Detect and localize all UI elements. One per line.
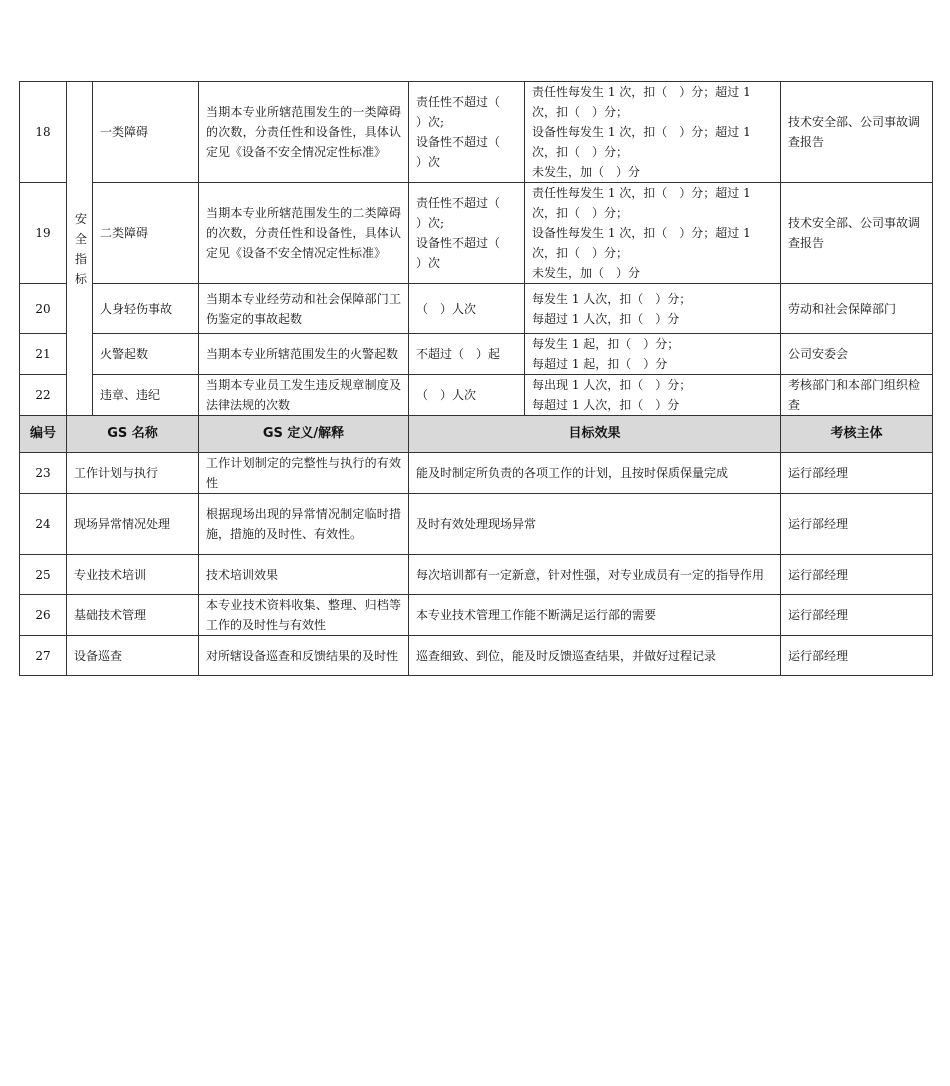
gs-definition: 对所辖设备巡查和反馈结果的及时性 — [199, 636, 409, 676]
scoring-line: 每发生 1 人次，扣（ ）分； — [532, 291, 692, 306]
scoring-line: 每出现 1 人次，扣（ ）分； — [532, 378, 692, 392]
scoring-line: 每超过 1 人次，扣（ ）分 — [532, 398, 680, 412]
gs-target: 及时有效处理现场异常 — [409, 494, 781, 555]
row-number: 22 — [20, 375, 67, 416]
scoring-cell — [525, 183, 781, 284]
table-row — [20, 636, 933, 676]
scoring-line: 每发生 1 起，扣（ ）分； — [532, 337, 680, 351]
gs-target: 每次培训都有一定新意，针对性强，对专业成员有一定的指导作用 — [409, 555, 781, 595]
data-source: 技术安全部、公司事故调查报告 — [781, 82, 933, 183]
table-row — [20, 494, 933, 555]
indicator-name: 二类障碍 — [93, 183, 199, 284]
target-line: 设备性不超过（ — [416, 135, 501, 149]
target-line: 不超过（ ）起 — [416, 347, 501, 361]
indicator-definition: 当期本专业经劳动和社会保障部门工伤鉴定的事故起数 — [199, 284, 409, 334]
scoring-line: 未发生，加（ ）分 — [532, 266, 641, 280]
row-number: 18 — [20, 82, 67, 183]
target-line: ）次 — [416, 155, 441, 169]
table-row — [20, 82, 933, 183]
header-gs-name: GS 名称 — [67, 416, 199, 453]
target-cell — [409, 375, 525, 416]
scoring-line: 次，扣（ ）分； — [532, 246, 629, 260]
table-row — [20, 334, 933, 375]
scoring-cell — [525, 375, 781, 416]
target-cell — [409, 284, 525, 334]
gs-header-row — [20, 416, 933, 453]
row-number: 24 — [20, 494, 67, 555]
target-line: 责任性不超过（ — [416, 196, 501, 210]
gs-assessor: 运行部经理 — [781, 636, 933, 676]
gs-assessor: 运行部经理 — [781, 453, 933, 494]
target-cell — [409, 334, 525, 375]
indicator-definition: 当期本专业所辖范围发生的火警起数 — [199, 334, 409, 375]
row-number: 21 — [20, 334, 67, 375]
scoring-line: 次，扣（ ）分； — [532, 206, 629, 220]
target-line: ）次 — [416, 256, 441, 270]
gs-assessor: 运行部经理 — [781, 555, 933, 595]
row-number: 27 — [20, 636, 67, 676]
target-line: （ ）人次 — [416, 388, 477, 402]
scoring-line: 每超过 1 起，扣（ ）分 — [532, 357, 668, 371]
scoring-line: 次，扣（ ）分； — [532, 105, 629, 119]
indicator-definition: 当期本专业员工发生违反规章制度及法律法规的次数 — [199, 375, 409, 416]
target-line: ）次; — [416, 216, 445, 230]
gs-name: 设备巡查 — [67, 636, 199, 676]
gs-name: 基础技术管理 — [67, 595, 199, 636]
indicator-name: 违章、违纪 — [93, 375, 199, 416]
header-no: 编号 — [20, 416, 67, 453]
gs-assessor: 运行部经理 — [781, 494, 933, 555]
table-row — [20, 183, 933, 284]
scoring-line: 责任性每发生 1 次，扣（ ）分；超过 1 — [532, 186, 751, 200]
indicator-name: 火警起数 — [93, 334, 199, 375]
target-line: （ ）人次 — [416, 301, 477, 316]
target-cell — [409, 82, 525, 183]
gs-definition: 技术培训效果 — [199, 555, 409, 595]
table-row — [20, 555, 933, 595]
scoring-line: 未发生，加（ ）分 — [532, 165, 641, 179]
target-line: 设备性不超过（ — [416, 236, 501, 250]
scoring-line: 设备性每发生 1 次，扣（ ）分；超过 1 — [532, 125, 751, 139]
data-source: 技术安全部、公司事故调查报告 — [781, 183, 933, 284]
header-target: 目标效果 — [409, 416, 781, 453]
indicator-definition: 当期本专业所辖范围发生的一类障碍的次数，分责任性和设备性，具体认定见《设备不安全情况定性标准》 — [199, 82, 409, 183]
gs-target: 能及时制定所负责的各项工作的计划，且按时保质保量完成 — [409, 453, 781, 494]
target-cell — [409, 183, 525, 284]
target-line: 责任性不超过（ — [416, 95, 501, 109]
gs-name: 现场异常情况处理 — [67, 494, 199, 555]
scoring-cell — [525, 334, 781, 375]
scoring-line: 责任性每发生 1 次，扣（ ）分；超过 1 — [532, 85, 751, 99]
row-number: 23 — [20, 453, 67, 494]
scoring-cell — [525, 284, 781, 334]
data-source: 公司安委会 — [781, 334, 933, 375]
gs-definition: 本专业技术资料收集、整理、归档等工作的及时性与有效性 — [199, 595, 409, 636]
gs-name: 专业技术培训 — [67, 555, 199, 595]
table-row — [20, 284, 933, 334]
scoring-line: 设备性每发生 1 次，扣（ ）分；超过 1 — [532, 226, 751, 240]
row-number: 19 — [20, 183, 67, 284]
gs-target: 本专业技术管理工作能不断满足运行部的需要 — [409, 595, 781, 636]
table-row — [20, 453, 933, 494]
category-label: 安全指标 — [74, 211, 87, 286]
gs-assessor: 运行部经理 — [781, 595, 933, 636]
gs-definition: 工作计划制定的完整性与执行的有效性 — [199, 453, 409, 494]
gs-target: 巡查细致、到位，能及时反馈巡查结果，并做好过程记录 — [409, 636, 781, 676]
row-number: 20 — [20, 284, 67, 334]
gs-definition: 根据现场出现的异常情况制定临时措施，措施的及时性、有效性。 — [199, 494, 409, 555]
row-number: 25 — [20, 555, 67, 595]
scoring-line: 每超过 1 人次，扣（ ）分 — [532, 311, 680, 326]
scoring-line: 次，扣（ ）分； — [532, 145, 629, 159]
table-row — [20, 375, 933, 416]
target-line: ）次; — [416, 115, 445, 129]
header-assessor: 考核主体 — [781, 416, 933, 453]
indicator-definition: 当期本专业所辖范围发生的二类障碍的次数，分责任性和设备性，具体认定见《设备不安全情况定性标准》 — [199, 183, 409, 284]
row-number: 26 — [20, 595, 67, 636]
gs-name: 工作计划与执行 — [67, 453, 199, 494]
indicator-name: 人身轻伤事故 — [93, 284, 199, 334]
data-source: 劳动和社会保障部门 — [781, 284, 933, 334]
kpi-table — [19, 81, 933, 676]
indicator-name: 一类障碍 — [93, 82, 199, 183]
category-cell — [67, 82, 93, 416]
table-row — [20, 595, 933, 636]
header-gs-definition: GS 定义/解释 — [199, 416, 409, 453]
scoring-cell — [525, 82, 781, 183]
data-source: 考核部门和本部门组织检查 — [781, 375, 933, 416]
